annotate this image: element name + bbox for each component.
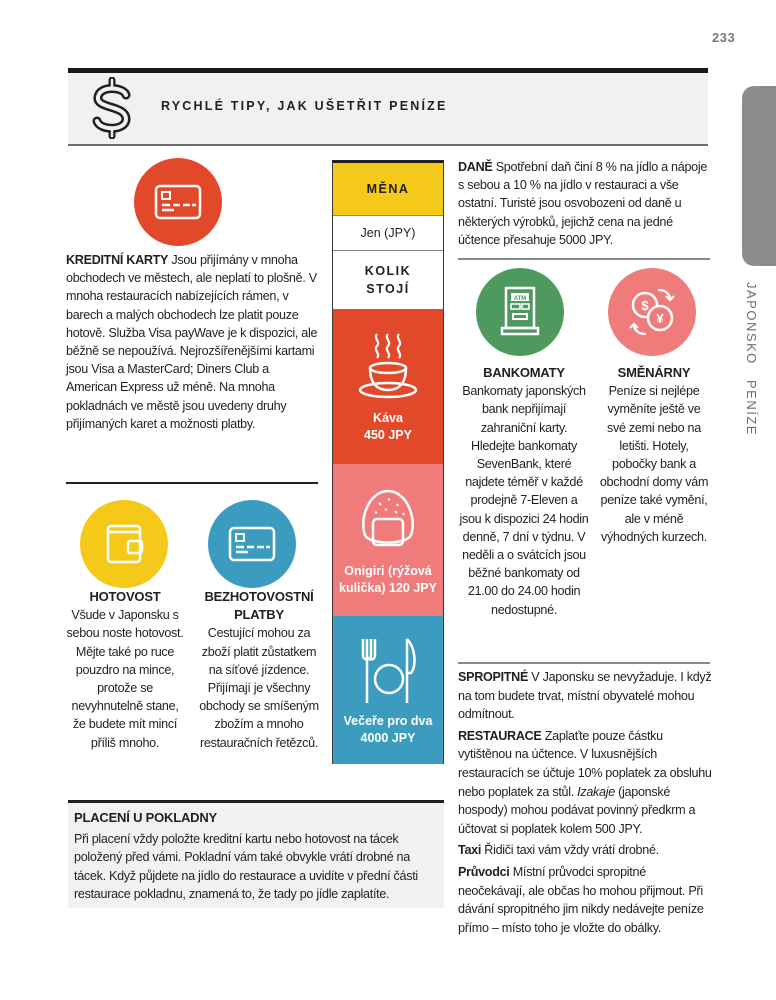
guides-text: Místní průvodci spropitné neočekávají, ale občas ho mohou přijmout. Při dávání spropitného jim nikdy nedávejte peníze přímo – místo toho je vložte do obálky.: [458, 864, 704, 935]
currency-exchange-icon: [608, 268, 696, 356]
currency-column: [332, 160, 444, 764]
atms-section: [458, 364, 590, 619]
header-title: RYCHLÉ TIPY, JAK UŠETŘIT PENÍZE: [161, 99, 448, 113]
taxi-text: Řidiči taxi vám vždy vrátí drobné.: [484, 843, 659, 858]
onigiri-icon: [355, 483, 421, 555]
atms-text: Bankomaty japonských bank nepřijímají zahraniční karty. Hledejte bankomaty SevenBank, které najdete téměř v každé prodejně 7-Eleven a jsou k dispozici 24 hodin denně, 7 dní v týdnu. V neděli a o svátcích jsou běžné bankomaty od 21.00 do 24.00 hodin nedostupné.: [459, 384, 589, 617]
coffee-name: Káva: [373, 410, 403, 425]
paying-heading: PLACENÍ U POKLADNY: [74, 810, 218, 825]
taxes-heading: DANĚ: [458, 160, 493, 174]
side-section-label: PENÍZE: [744, 379, 759, 436]
cashless-heading-line1: BEZHOTOVOSTNÍ: [204, 589, 314, 604]
cashless-section: [194, 588, 324, 752]
paying-at-register-box: [68, 800, 444, 908]
divider: [66, 482, 318, 484]
cashless-heading-line2: PLATBY: [234, 607, 284, 623]
tipping-text: V Japonsku se nevyžaduje. I když na tom budete trvat, místní obyvatelé mohou odmítnout.: [458, 670, 712, 722]
credit-card-icon: [208, 500, 296, 588]
guides-paragraph: [458, 863, 712, 937]
cashless-text: Cestující mohou za zboží platit zůstatkem na síťové jízdence. Přijímají je všechny obchody se smíšeným zbožím a mnoho restauračních řetězců.: [199, 626, 319, 750]
wallet-icon: [80, 500, 168, 588]
restaurants-heading: RESTAURACE: [458, 728, 542, 743]
coffee-price: 450 JPY: [364, 427, 412, 442]
exchange-section: [598, 364, 710, 546]
taxes-text: Spotřební daň činí 8 % na jídlo a nápoje s sebou a 10 % na jídlo v restauraci a vše ostatní. Turisté jsou osvobozeni od daně u některých výrobků, jejichž cena na jedné účtence přesahuje 5000 JPY.: [458, 160, 708, 247]
tipping-section: [458, 668, 712, 937]
credit-cards-section: [66, 251, 318, 433]
svg-text:$: $: [641, 298, 649, 313]
cost-label-line2: STOJÍ: [366, 282, 410, 296]
svg-text:ATM: ATM: [513, 296, 527, 302]
page-number: 233: [712, 30, 736, 45]
paying-text: Při placení vždy položte kreditní kartu nebo hotovost na tácek položený před vámi. Pokladní vám také obvykle vrátí drobné na tácek. Když půjdete na jídlo do restaurace a uvidíte v přední části restaurace pokladnu, znamená to, že tady po jídle zaplatíte.: [74, 832, 418, 901]
exchange-heading: SMĚNÁRNY: [617, 365, 691, 380]
dinner-name: Večeře pro dva: [343, 714, 433, 728]
onigiri-line1: Onigiri (rýžová: [344, 564, 432, 578]
dinner-price: 4000 JPY: [360, 731, 416, 745]
onigiri-line2: kulička) 120 JPY: [339, 581, 437, 595]
restaurants-italic: Izakaje: [577, 784, 615, 799]
currency-value: Jen (JPY): [333, 215, 443, 251]
side-chapter-label: JAPONSKO: [744, 282, 759, 365]
guides-heading: Průvodci: [458, 864, 510, 879]
cutlery-plate-icon: [355, 633, 421, 705]
cost-label: [333, 251, 443, 309]
price-item-coffee: [333, 309, 443, 464]
credit-cards-heading: KREDITNÍ KARTY: [66, 253, 169, 267]
taxes-section: [458, 158, 710, 249]
restaurants-text-1: Zaplaťte pouze částku vytištěnou na účtence. V luxusnějších restauracích se účtuje 10% poplatek za obsluhu nebo poplatek za stůl.: [458, 728, 712, 799]
credit-cards-text: Jsou přijímány v mnoha obchodech ve městech, ale neplatí to plošně. V mnoha restauracích nabízejících rámen, v barech a malých obchodech lze platit pouze hotově. Služba Visa payWave je k dispozici, ale běžně se nepoužívá. Nejrozšířenějšími kartami jsou Visa a MasterCard; Diners Club a American Express už méně. Na mnoha pokladnách ve městě jsou uvedeny druhy přijímaných karet a možnosti platby.: [66, 253, 318, 431]
cash-heading: HOTOVOST: [89, 589, 161, 604]
cash-text: Všude v Japonsku s sebou noste hotovost. Mějte také po ruce pouzdro na mince, protože se nevyhnutelně stane, že budete mít mincí příliš mnoho.: [66, 608, 184, 750]
coffee-cup-icon: [355, 330, 421, 402]
restaurants-paragraph: [458, 727, 712, 839]
price-item-onigiri: [333, 464, 443, 616]
cost-label-line1: KOLIK: [364, 264, 412, 278]
credit-card-icon: [134, 158, 222, 246]
tipping-heading: SPROPITNÉ: [458, 670, 529, 684]
atm-icon: [476, 268, 564, 356]
price-item-dinner: [333, 616, 443, 764]
cash-section: [66, 588, 184, 752]
restaurants-text-2: (japonské hospody) mohou podávat povinný předkrm a účtovat si poplatek kolem 500 JPY.: [458, 784, 696, 836]
divider: [458, 258, 710, 260]
chapter-tab: [742, 86, 776, 266]
side-running-head: [737, 282, 759, 442]
svg-text:¥: ¥: [656, 311, 664, 326]
currency-label: MĚNA: [333, 163, 443, 215]
exchange-text: Peníze si nejlépe vyměníte ještě ve své zemi nebo na letišti. Hotely, pobočky bank a obchodní domy vám peníze také vymění, ale v méně výhodných kurzech.: [599, 384, 709, 544]
tipping-paragraph: [458, 668, 712, 724]
atms-heading: BANKOMATY: [483, 365, 565, 380]
tips-header: [68, 68, 708, 146]
divider: [458, 662, 710, 664]
taxi-paragraph: [458, 841, 712, 860]
dollar-icon: [88, 77, 136, 139]
taxi-heading: Taxi: [458, 843, 482, 858]
